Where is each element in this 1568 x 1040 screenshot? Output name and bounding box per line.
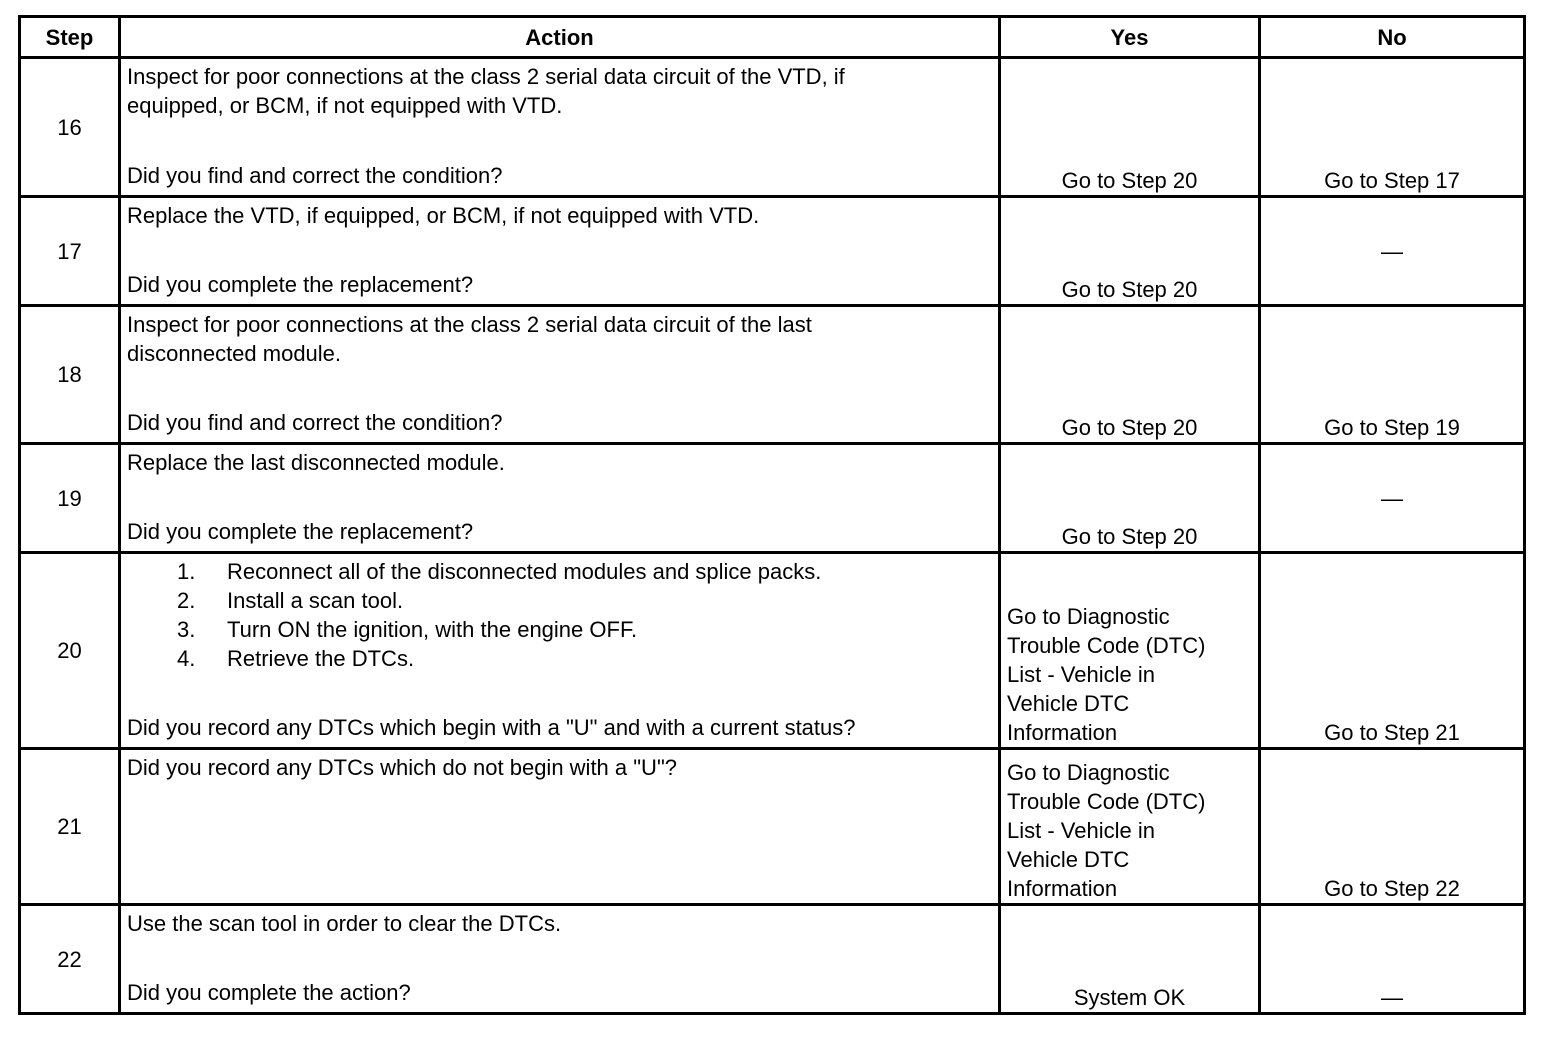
no-cell: Go to Step 17 <box>1260 58 1525 197</box>
action-cell <box>120 553 1000 749</box>
dash-text: — <box>1381 238 1403 264</box>
table-row <box>20 197 1525 306</box>
dash-text: — <box>1381 485 1403 511</box>
table-row <box>20 749 1525 905</box>
step-number: 19 <box>20 444 120 553</box>
step-number: 16 <box>20 58 120 197</box>
action-question: Did you find and correct the condition? <box>127 410 503 435</box>
header-action: Action <box>120 17 1000 58</box>
action-question: Did you find and correct the condition? <box>127 163 503 188</box>
yes-cell: System OK <box>1000 905 1260 1014</box>
list-item: 4. Retrieve the DTCs. <box>177 646 415 671</box>
yes-cell: Go to Step 20 <box>1000 197 1260 306</box>
no-cell: Go to Step 19 <box>1260 306 1525 444</box>
table-row <box>20 58 1525 197</box>
no-cell <box>1260 444 1525 553</box>
step-number: 18 <box>20 306 120 444</box>
yes-cell: Go to Step 20 <box>1000 58 1260 197</box>
action-text: Did you record any DTCs which do not begin with a "U"? <box>127 755 677 780</box>
step-number: 17 <box>20 197 120 306</box>
no-cell: Go to Step 22 <box>1260 749 1525 905</box>
table-row <box>20 444 1525 553</box>
no-cell: — <box>1260 905 1525 1014</box>
header-no: No <box>1260 17 1525 58</box>
action-text: Inspect for poor connections at the class 2 serial data circuit of the last <box>127 312 812 337</box>
action-text: Use the scan tool in order to clear the DTCs. <box>127 911 562 936</box>
step-number: 20 <box>20 553 120 749</box>
table-row <box>20 905 1525 1014</box>
yes-cell: Go to Diagnostic Trouble Code (DTC) List - Vehicle in Vehicle DTC Information <box>1000 553 1260 749</box>
step-number: 22 <box>20 905 120 1014</box>
action-question: Did you complete the action? <box>127 980 411 1005</box>
action-cell <box>120 197 1000 306</box>
action-question: Did you record any DTCs which begin with a "U" and with a current status? <box>127 715 856 740</box>
list-item: 3. Turn ON the ignition, with the engine OFF. <box>177 617 638 642</box>
header-yes: Yes <box>1000 17 1260 58</box>
no-cell <box>1260 197 1525 306</box>
table-row <box>20 306 1525 444</box>
action-question: Did you complete the replacement? <box>127 272 474 297</box>
action-text: equipped, or BCM, if not equipped with VTD. <box>127 93 563 118</box>
action-cell <box>120 58 1000 197</box>
action-text: Inspect for poor connections at the class 2 serial data circuit of the VTD, if <box>127 64 845 89</box>
action-cell <box>120 444 1000 553</box>
table-row <box>20 553 1525 749</box>
yes-cell: Go to Step 20 <box>1000 306 1260 444</box>
diagnostic-table <box>18 15 1526 1015</box>
no-cell: Go to Step 21 <box>1260 553 1525 749</box>
action-cell <box>120 306 1000 444</box>
header-step: Step <box>20 17 120 58</box>
yes-cell: Go to Diagnostic Trouble Code (DTC) List - Vehicle in Vehicle DTC Information <box>1000 749 1260 905</box>
list-item: 2. Install a scan tool. <box>177 588 404 613</box>
action-cell <box>120 905 1000 1014</box>
action-text: disconnected module. <box>127 341 342 366</box>
list-item: 1. Reconnect all of the disconnected modules and splice packs. <box>177 559 822 584</box>
action-question: Did you complete the replacement? <box>127 519 474 544</box>
header-row <box>20 17 1525 58</box>
action-cell <box>120 749 1000 905</box>
yes-cell: Go to Step 20 <box>1000 444 1260 553</box>
step-number: 21 <box>20 749 120 905</box>
action-text: Replace the VTD, if equipped, or BCM, if not equipped with VTD. <box>127 203 760 228</box>
procedure-list <box>127 557 992 673</box>
action-text: Replace the last disconnected module. <box>127 450 505 475</box>
